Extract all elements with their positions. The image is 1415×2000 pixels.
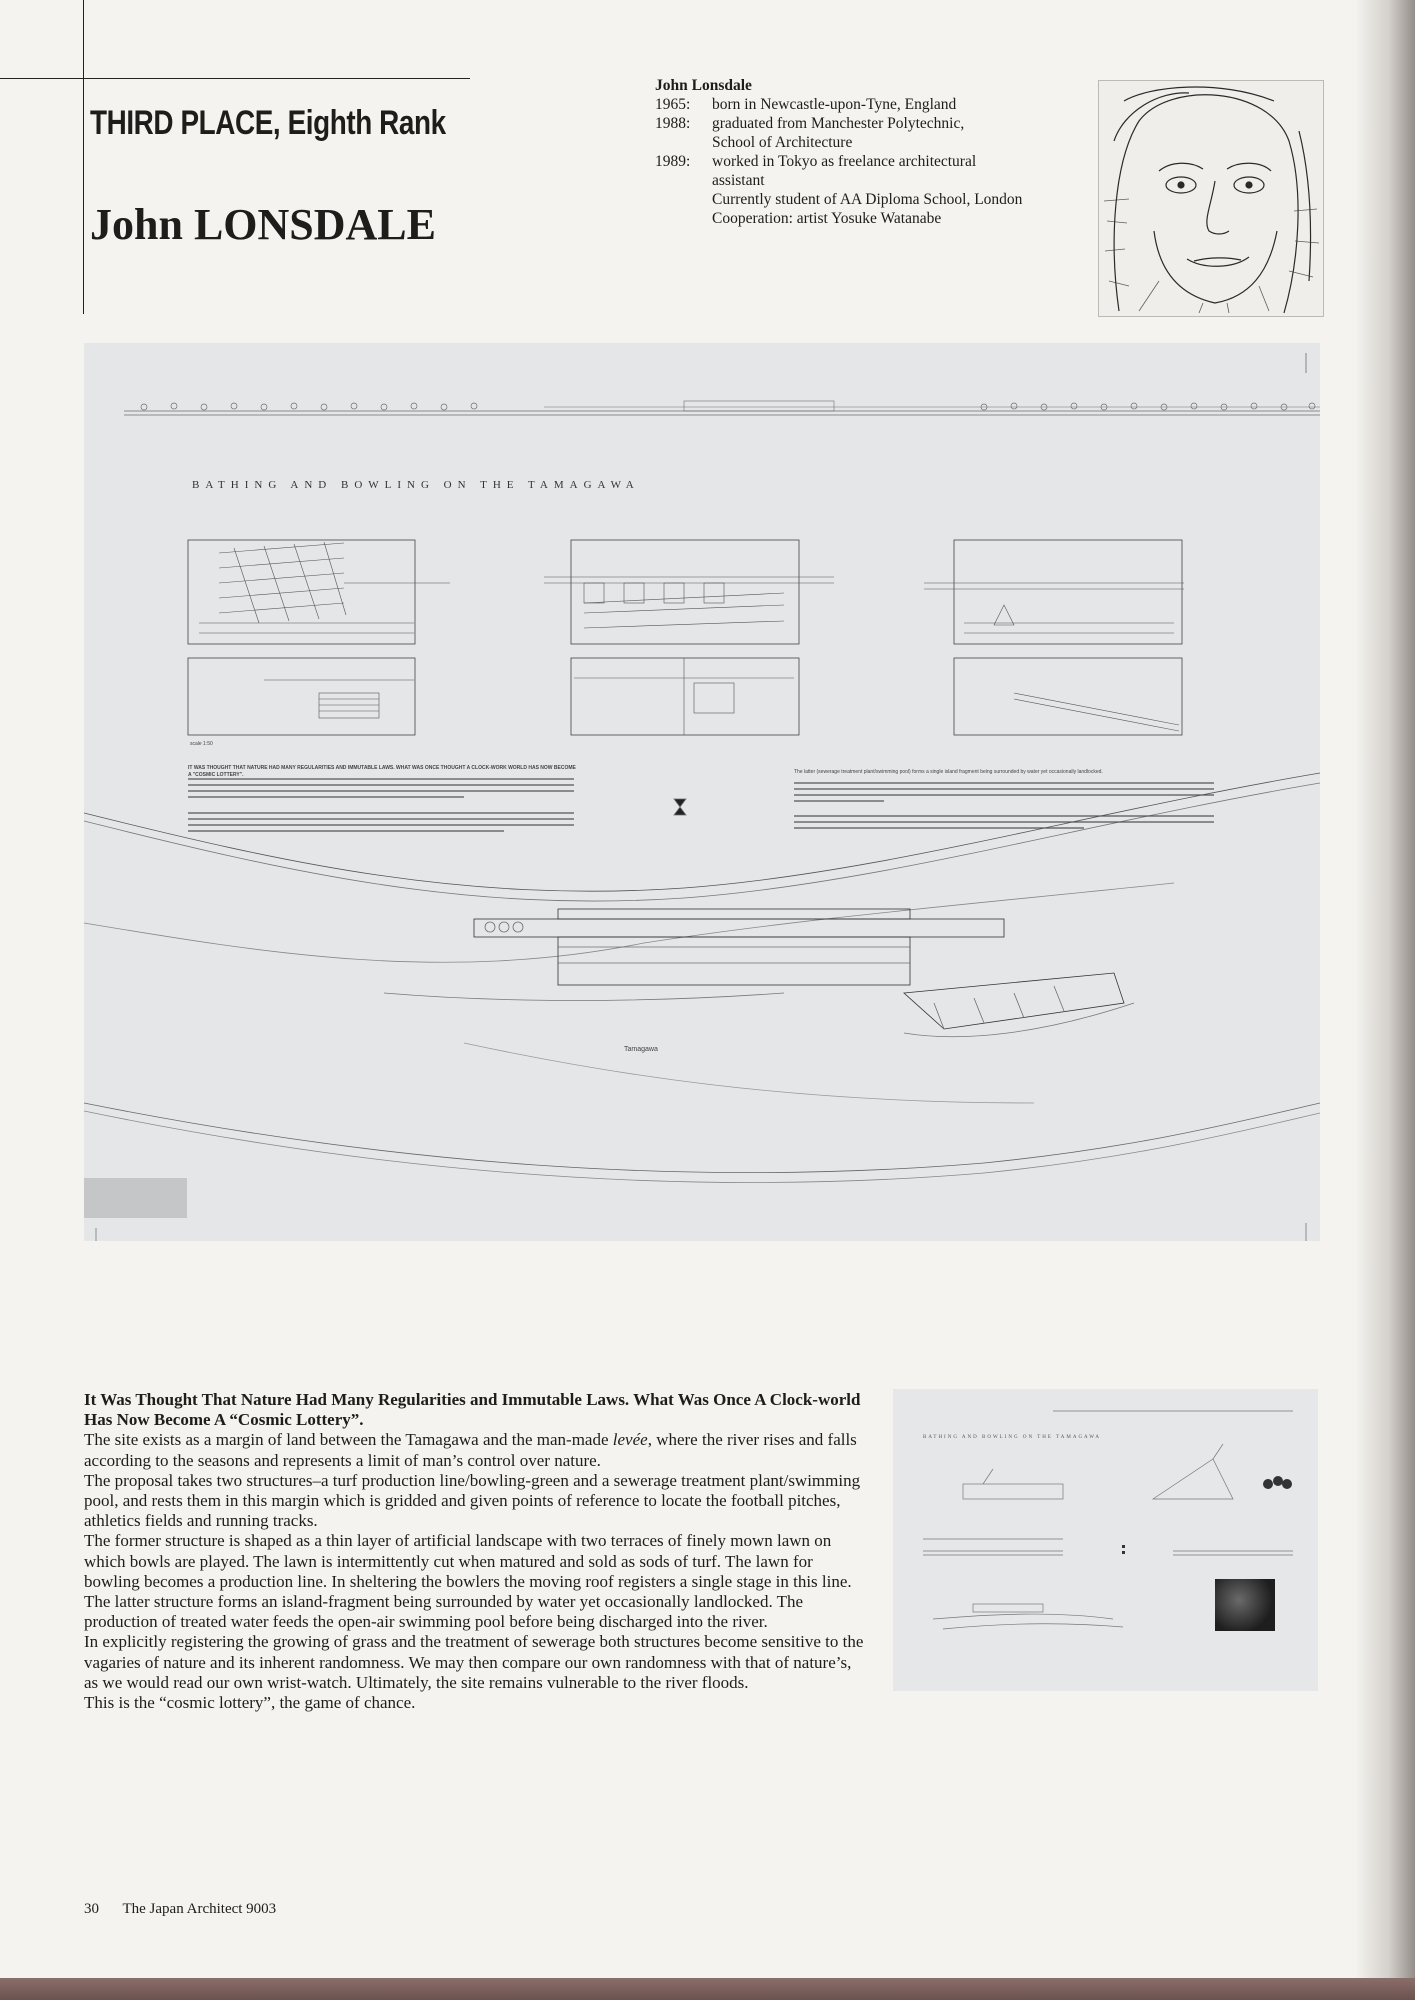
bio-name: John Lonsdale <box>655 77 752 94</box>
drawing-scale-label: scale 1:50 <box>190 741 213 747</box>
bio-line: Cooperation: artist Yosuke Watanabe <box>712 210 942 227</box>
drawing-thumbnail <box>893 1389 1318 1691</box>
thumbnail-title: BATHING AND BOWLING ON THE TAMAGAWA <box>923 1435 1102 1440</box>
article-body <box>84 1390 864 1713</box>
bio-entry <box>655 95 1095 114</box>
page-footer <box>84 1901 276 1918</box>
article-italic-term: levée <box>612 1430 648 1450</box>
article-paragraph: The former structure is shaped as a thin layer of artificial landscape with two terraces of finely mown lawn on which bowls are played. The lawn is intermittently cut when matured and sold as sods of turf. The lawn for bowling becomes a production line. In sheltering the bowlers the moving roof registers a single stage in this line. <box>84 1531 852 1591</box>
site-plan-drawing-icon <box>84 343 1320 1241</box>
article-text: The site exists as a margin of land between the Tamagawa and the man-made <box>84 1430 613 1450</box>
article-heading: It Was Thought That Nature Had Many Regularities and Immutable Laws. What Was Once A Clock-world Has Now Become A “Cosmic Lottery”. <box>84 1390 861 1430</box>
drawing-note-right: The latter (sewerage treatment plant/swimming pool) forms a single island fragment being surrounded by water yet occasionally landlocked. <box>794 769 1103 775</box>
drawing-note-left: IT WAS THOUGHT THAT NATURE HAD MANY REGULARITIES AND IMMUTABLE LAWS. WHAT WAS ONCE THOUGHT A CLOCK-WORK WORLD HAS NOW BECOME A "COSMIC LOTTERY". <box>188 765 576 778</box>
bio-entry <box>655 152 1095 190</box>
article-paragraph: The proposal takes two structures–a turf production line/bowling-green and a sewerage treatment plant/swimming pool, and rests them in this margin which is gridded and given points of reference to locate the football pitches, athletics fields and running tracks. <box>84 1470 861 1531</box>
article-text: , where the river rises and falls according to the seasons and represents a limit of man’s control over nature. <box>84 1430 857 1470</box>
bio-year: 1988: <box>655 115 691 132</box>
header-rule-horizontal <box>0 78 470 79</box>
architect-name-title: John LONSDALE <box>90 200 437 249</box>
bio-entry <box>655 114 1095 152</box>
thumbnail-photo <box>1215 1579 1275 1631</box>
portrait-sketch-icon <box>1099 81 1323 316</box>
drawing-river-label: Tamagawa <box>624 1046 658 1053</box>
article-paragraph: The latter structure forms an island-fragment being surrounded by water yet occasionally landlocked. The production of treated water feeds the open-air swimming pool before being discharged into the river. <box>84 1592 804 1632</box>
bio-text <box>712 114 1095 152</box>
bio-line: born in Newcastle-upon-Tyne, England <box>712 96 957 113</box>
portrait-image <box>1098 80 1324 317</box>
drawing-title: BATHING AND BOWLING ON THE TAMAGAWA <box>192 479 640 491</box>
page-gutter-shadow <box>1355 0 1415 2000</box>
bio-text <box>712 95 1095 114</box>
bio-year: 1965: <box>655 96 691 113</box>
bio-line: Currently student of AA Diploma School, London <box>712 191 1023 208</box>
bio-line: School of Architecture <box>712 134 853 151</box>
bio-line: worked in Tokyo as freelance architectural <box>712 153 977 170</box>
bio-year: 1989: <box>655 153 691 170</box>
bio-line: graduated from Manchester Polytechnic, <box>712 115 965 132</box>
architectural-drawing <box>84 343 1320 1241</box>
header-rule-vertical <box>83 0 84 314</box>
page-number: 30 <box>84 1901 99 1917</box>
biography <box>655 76 1095 228</box>
article-paragraph: This is the “cosmic lottery”, the game of chance. <box>84 1693 416 1713</box>
page-bottom-edge <box>0 1978 1415 2000</box>
bio-text <box>712 152 1095 190</box>
publication-name: The Japan Architect 9003 <box>122 1901 277 1917</box>
rank-title: THIRD PLACE, Eighth Rank <box>90 104 446 142</box>
bio-line: assistant <box>712 172 765 189</box>
article-paragraph: In explicitly registering the growing of grass and the treatment of sewerage both structures become sensitive to the vagaries of nature and its inherent randomness. We may then compare our own randomness with that of nature’s, as we would read our own wrist-watch. Ultimately, the site remains vulnerable to the river floods. <box>84 1632 864 1692</box>
article-paragraph <box>84 1430 864 1470</box>
